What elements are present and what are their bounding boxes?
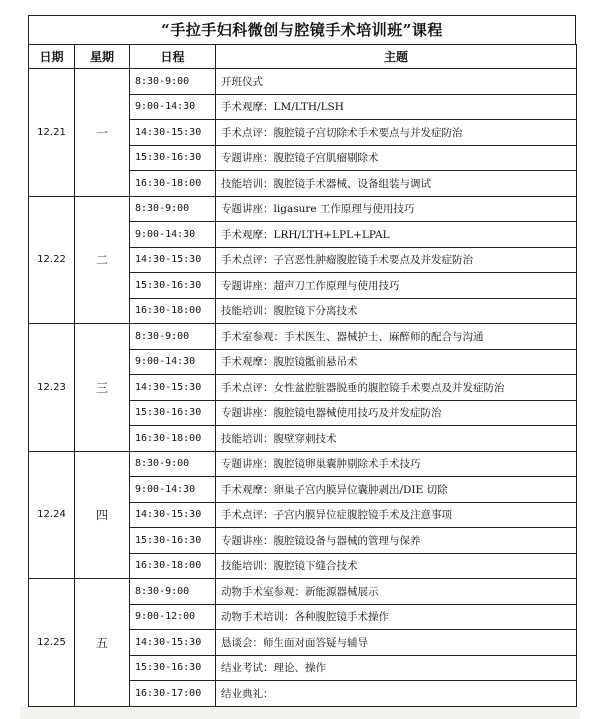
- session-topic: 专题讲座：腹腔镜卵巢囊肿剔除术手术技巧: [216, 451, 577, 477]
- session-topic: 手术观摩：LRH/LTH+LPL+LPAL: [216, 222, 577, 248]
- session-topic: 专题讲座：ligasure 工作原理与使用技巧: [216, 196, 577, 222]
- course-schedule: [28, 15, 576, 707]
- session-topic: 手术观摩：卵巢子宫内膜异位囊肿剥出/DIE 切除: [216, 477, 577, 503]
- day-date: 12.21: [29, 69, 75, 197]
- session-time: 14:30-15:30: [130, 375, 216, 401]
- session-topic: 手术点评：女性盆腔脏器脱垂的腹腔镜手术要点及并发症防治: [216, 375, 577, 401]
- session-time: 16:30-18:00: [130, 553, 216, 579]
- session-topic: 技能培训：腹腔镜下分离技术: [216, 298, 577, 324]
- session-time: 8:30-9:00: [130, 69, 216, 95]
- session-topic: 专题讲座：腹腔镜电器械使用技巧及并发症防治: [216, 400, 577, 426]
- day-weekday: 四: [75, 451, 130, 579]
- session-time: 9:00-14:30: [130, 222, 216, 248]
- day-weekday: 二: [75, 196, 130, 324]
- table-row: [29, 451, 577, 477]
- session-time: 15:30-16:30: [130, 400, 216, 426]
- table-row: [29, 579, 577, 605]
- session-time: 9:00-14:30: [130, 477, 216, 503]
- day-weekday: 五: [75, 579, 130, 707]
- schedule-body: [29, 69, 577, 707]
- page-title: “手拉手妇科微创与腔镜手术培训班”课程: [28, 15, 576, 44]
- session-time: 16:30-18:00: [130, 426, 216, 452]
- session-topic: 技能培训：腹腔镜手术器械、设备组装与调试: [216, 171, 577, 197]
- header-date: 日期: [29, 45, 75, 69]
- session-topic: 专题讲座：腹腔镜设备与器械的管理与保养: [216, 528, 577, 554]
- session-time: 15:30-16:30: [130, 528, 216, 554]
- session-time: 9:00-14:30: [130, 349, 216, 375]
- session-time: 8:30-9:00: [130, 451, 216, 477]
- session-topic: 恳谈会：师生面对面答疑与辅导: [216, 630, 577, 656]
- session-topic: 手术观摩：腹腔镜骶前悬吊术: [216, 349, 577, 375]
- session-time: 16:30-18:00: [130, 298, 216, 324]
- session-time: 9:00-12:00: [130, 604, 216, 630]
- session-time: 16:30-18:00: [130, 171, 216, 197]
- session-time: 15:30-16:30: [130, 655, 216, 681]
- session-time: 14:30-15:30: [130, 502, 216, 528]
- session-time: 14:30-15:30: [130, 120, 216, 146]
- session-time: 9:00-14:30: [130, 94, 216, 120]
- day-date: 12.24: [29, 451, 75, 579]
- session-topic: 结业考试：理论、操作: [216, 655, 577, 681]
- session-topic: 开班仪式: [216, 69, 577, 95]
- session-time: 8:30-9:00: [130, 196, 216, 222]
- session-topic: 动物手术培训：各种腹腔镜手术操作: [216, 604, 577, 630]
- session-topic: 技能培训：腹腔镜下缝合技术: [216, 553, 577, 579]
- session-topic: 手术观摩：LM/LTH/LSH: [216, 94, 577, 120]
- table-row: [29, 196, 577, 222]
- footer-strip: [20, 707, 580, 719]
- session-time: 15:30-16:30: [130, 145, 216, 171]
- session-topic: 专题讲座：超声刀工作原理与使用技巧: [216, 273, 577, 299]
- day-weekday: 一: [75, 69, 130, 197]
- session-time: 16:30-17:00: [130, 681, 216, 707]
- session-time: 8:30-9:00: [130, 324, 216, 350]
- session-topic: 技能培训：腹壁穿刺技术: [216, 426, 577, 452]
- session-topic: 手术室参观：手术医生、器械护士、麻醉师的配合与沟通: [216, 324, 577, 350]
- day-weekday: 三: [75, 324, 130, 452]
- day-date: 12.22: [29, 196, 75, 324]
- session-topic: 手术点评：子宫恶性肿瘤腹腔镜手术要点及并发症防治: [216, 247, 577, 273]
- session-topic: 手术点评：腹腔镜子宫切除术手术要点与并发症防治: [216, 120, 577, 146]
- day-date: 12.25: [29, 579, 75, 707]
- session-time: 8:30-9:00: [130, 579, 216, 605]
- header-weekday: 星期: [75, 45, 130, 69]
- session-topic: 专题讲座：腹腔镜子宫肌瘤剔除术: [216, 145, 577, 171]
- session-time: 14:30-15:30: [130, 630, 216, 656]
- session-topic: 动物手术室参观：新能源器械展示: [216, 579, 577, 605]
- header-row: [29, 45, 577, 69]
- session-time: 14:30-15:30: [130, 247, 216, 273]
- session-topic: 手术点评：子宫内膜异位症腹腔镜手术及注意事项: [216, 502, 577, 528]
- schedule-table: [28, 44, 577, 707]
- session-time: 15:30-16:30: [130, 273, 216, 299]
- session-topic: 结业典礼：: [216, 681, 577, 707]
- table-row: [29, 324, 577, 350]
- header-schedule: 日程: [130, 45, 216, 69]
- day-date: 12.23: [29, 324, 75, 452]
- table-row: [29, 69, 577, 95]
- header-topic: 主题: [216, 45, 577, 69]
